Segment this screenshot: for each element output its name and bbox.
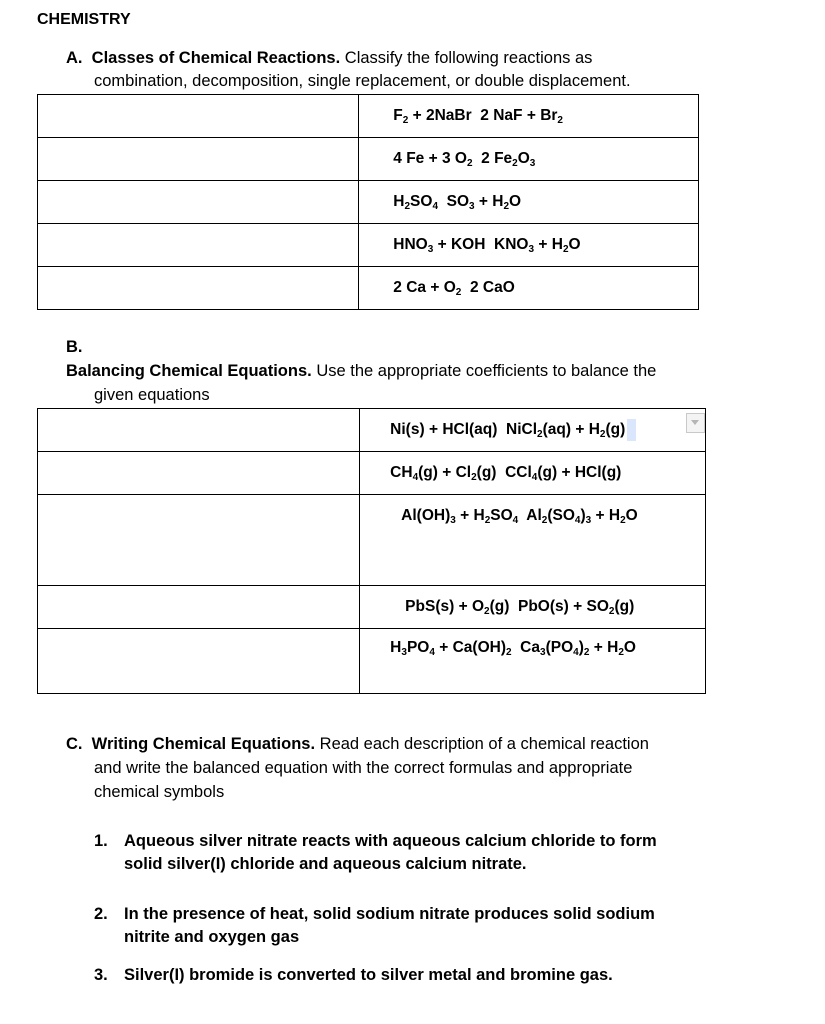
classification-table — [37, 94, 699, 310]
table-row — [38, 495, 706, 586]
question-list — [94, 903, 655, 949]
reaction-equation: $H_3PO_4 + Ca(OH)_2$ $Ca_3(PO_4)_2 + H_2O$ — [360, 629, 706, 694]
dropdown-arrow-icon[interactable] — [686, 413, 705, 433]
question-list — [94, 964, 613, 987]
answer-cell[interactable] — [38, 224, 359, 267]
answer-cell[interactable] — [38, 181, 359, 224]
section-c-instruction: Read each description of a chemical reaction — [319, 735, 649, 753]
table-row — [38, 586, 706, 629]
table-row — [38, 95, 699, 138]
reaction-equation: $F_2$ + 2NaBr 2 NaF + $Br_2$ — [359, 95, 699, 138]
table-row — [38, 452, 706, 495]
reaction-equation: $H_2SO_4$ $SO_3 + H_2O$ — [359, 181, 699, 224]
table-row — [38, 409, 706, 452]
answer-cell[interactable] — [38, 629, 360, 694]
reaction-equation: $PbS(s) + O_2(g) PbO(s) + SO_2(g)$ — [360, 586, 706, 629]
section-b-instruction-cont: given equations — [94, 386, 210, 404]
question-item: 1. Aqueous silver nitrate reacts with aqueous calcium chloride to form solid silver(I) chloride and aqueous calcium nitrate. — [94, 832, 657, 873]
section-a-heading — [66, 47, 592, 70]
section-a-label: A. — [66, 49, 83, 67]
answer-cell[interactable] — [38, 95, 359, 138]
question-item: 3. Silver(I) bromide is converted to silver metal and bromine gas. — [94, 966, 613, 984]
reaction-equation: $Al(OH)_3 + H_2SO_4$ $Al_2(SO_4)_3 + H_2O$ — [360, 495, 706, 586]
section-a-instruction: Classify the following reactions as — [344, 49, 593, 67]
answer-cell[interactable] — [38, 452, 360, 495]
question-list — [94, 830, 657, 876]
table-row — [38, 224, 699, 267]
section-b-title: Balancing Chemical Equations. — [66, 362, 312, 380]
section-b-heading — [66, 360, 656, 383]
section-a-instruction-cont: combination, decomposition, single replacement, or double displacement. — [94, 72, 631, 90]
text-cursor-highlight — [627, 419, 636, 441]
reaction-equation: $HNO_3$ + KOH $KNO_3 + H_2O$ — [359, 224, 699, 267]
section-a-title: Classes of Chemical Reactions. — [91, 49, 341, 67]
section-b-label: B. — [66, 338, 83, 356]
answer-cell[interactable] — [38, 138, 359, 181]
section-c-title: Writing Chemical Equations. — [91, 735, 316, 753]
reaction-equation: $CH_4(g) + Cl_2(g) CCl_4(g) + HCl(g)$ — [360, 452, 706, 495]
question-item: 2. In the presence of heat, solid sodium nitrate produces solid sodium nitrite and oxygen gas — [94, 905, 655, 946]
section-c-heading — [66, 733, 649, 756]
page-title: CHEMISTRY — [37, 11, 131, 28]
section-c-instruction-cont2: chemical symbols — [94, 783, 225, 801]
answer-cell[interactable] — [38, 409, 360, 452]
table-row — [38, 181, 699, 224]
balancing-table — [37, 408, 706, 694]
reaction-equation: Ni(s) + HCl(aq) NiCl$_2$(aq) + $H_2(g)$ — [360, 409, 706, 452]
answer-cell[interactable] — [38, 495, 360, 586]
answer-cell[interactable] — [38, 267, 359, 310]
reaction-equation: 2 $Ca + O_2$ 2 CaO — [359, 267, 699, 310]
section-c-instruction-cont: and write the balanced equation with the correct formulas and appropriate — [94, 759, 633, 777]
table-row — [38, 629, 706, 694]
section-b-instruction: Use the appropriate coefficients to balance the — [316, 362, 657, 380]
section-c-label: C. — [66, 735, 83, 753]
answer-cell[interactable] — [38, 586, 360, 629]
table-row — [38, 267, 699, 310]
reaction-equation: 4 Fe + 3 $O_2$ 2 $Fe_2O_3$ — [359, 138, 699, 181]
table-row — [38, 138, 699, 181]
